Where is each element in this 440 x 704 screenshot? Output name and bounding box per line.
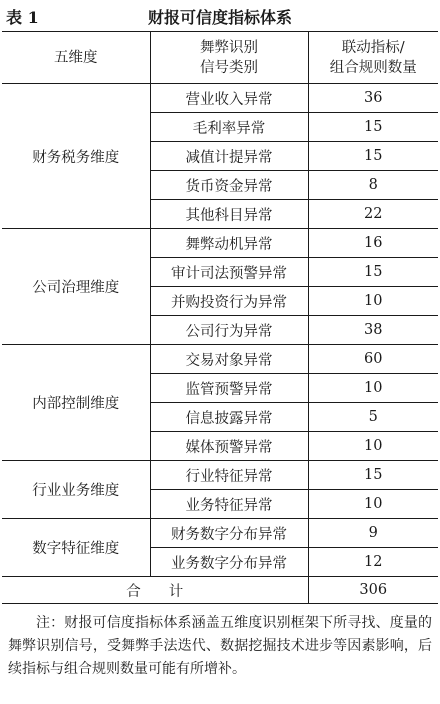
count-cell: 60	[308, 345, 438, 374]
dimension-cell: 数字特征维度	[2, 519, 150, 577]
signal-cell: 审计司法预警异常	[150, 258, 308, 287]
total-value: 306	[308, 577, 438, 604]
header-signal-line1: 舞弊识别	[200, 39, 258, 56]
table-note: 注：财报可信度指标体系涵盖五维度识别框架下所寻找、度量的舞弊识别信号，受舞弊手法迭代、数据挖掘技术进步等因素影响，后续指标与组合规则数量可能有所增补。	[8, 615, 432, 677]
count-cell: 9	[308, 519, 438, 548]
header-dimension: 五维度	[2, 32, 150, 84]
table-row	[2, 461, 438, 490]
dimension-cell: 内部控制维度	[2, 345, 150, 461]
signal-cell: 信息披露异常	[150, 403, 308, 432]
total-row	[2, 577, 438, 604]
dimension-cell: 公司治理维度	[2, 229, 150, 345]
count-cell: 12	[308, 548, 438, 577]
signal-cell: 公司行为异常	[150, 316, 308, 345]
table-number: 表 1	[6, 8, 39, 27]
count-cell: 38	[308, 316, 438, 345]
signal-cell: 行业特征异常	[150, 461, 308, 490]
header-signal	[150, 32, 308, 84]
dimension-cell: 行业业务维度	[2, 461, 150, 519]
count-cell: 8	[308, 171, 438, 200]
table-row	[2, 345, 438, 374]
table-title: 财报可信度指标体系	[147, 8, 292, 27]
count-cell: 10	[308, 287, 438, 316]
table-row	[2, 229, 438, 258]
signal-cell: 营业收入异常	[150, 84, 308, 113]
count-cell: 15	[308, 142, 438, 171]
indicator-table	[2, 31, 438, 604]
header-count	[308, 32, 438, 84]
signal-cell: 其他科目异常	[150, 200, 308, 229]
count-cell: 15	[308, 258, 438, 287]
signal-cell: 业务特征异常	[150, 490, 308, 519]
count-cell: 10	[308, 490, 438, 519]
count-cell: 10	[308, 432, 438, 461]
header-row	[2, 32, 438, 84]
dimension-cell: 财务税务维度	[2, 84, 150, 229]
count-cell: 15	[308, 113, 438, 142]
header-signal-line2: 信号类别	[200, 59, 258, 76]
header-count-line2: 组合规则数量	[329, 59, 417, 76]
count-cell: 16	[308, 229, 438, 258]
total-label: 合计	[2, 577, 308, 604]
table-row	[2, 519, 438, 548]
signal-cell: 财务数字分布异常	[150, 519, 308, 548]
signal-cell: 毛利率异常	[150, 113, 308, 142]
signal-cell: 媒体预警异常	[150, 432, 308, 461]
count-cell: 15	[308, 461, 438, 490]
signal-cell: 减值计提异常	[150, 142, 308, 171]
header-count-line1: 联动指标/	[341, 39, 405, 56]
count-cell: 5	[308, 403, 438, 432]
signal-cell: 货币资金异常	[150, 171, 308, 200]
signal-cell: 并购投资行为异常	[150, 287, 308, 316]
table-row	[2, 84, 438, 113]
count-cell: 36	[308, 84, 438, 113]
signal-cell: 交易对象异常	[150, 345, 308, 374]
signal-cell: 监管预警异常	[150, 374, 308, 403]
count-cell: 22	[308, 200, 438, 229]
table-body	[2, 84, 438, 577]
signal-cell: 舞弊动机异常	[150, 229, 308, 258]
table-caption	[0, 0, 440, 30]
count-cell: 10	[308, 374, 438, 403]
signal-cell: 业务数字分布异常	[150, 548, 308, 577]
